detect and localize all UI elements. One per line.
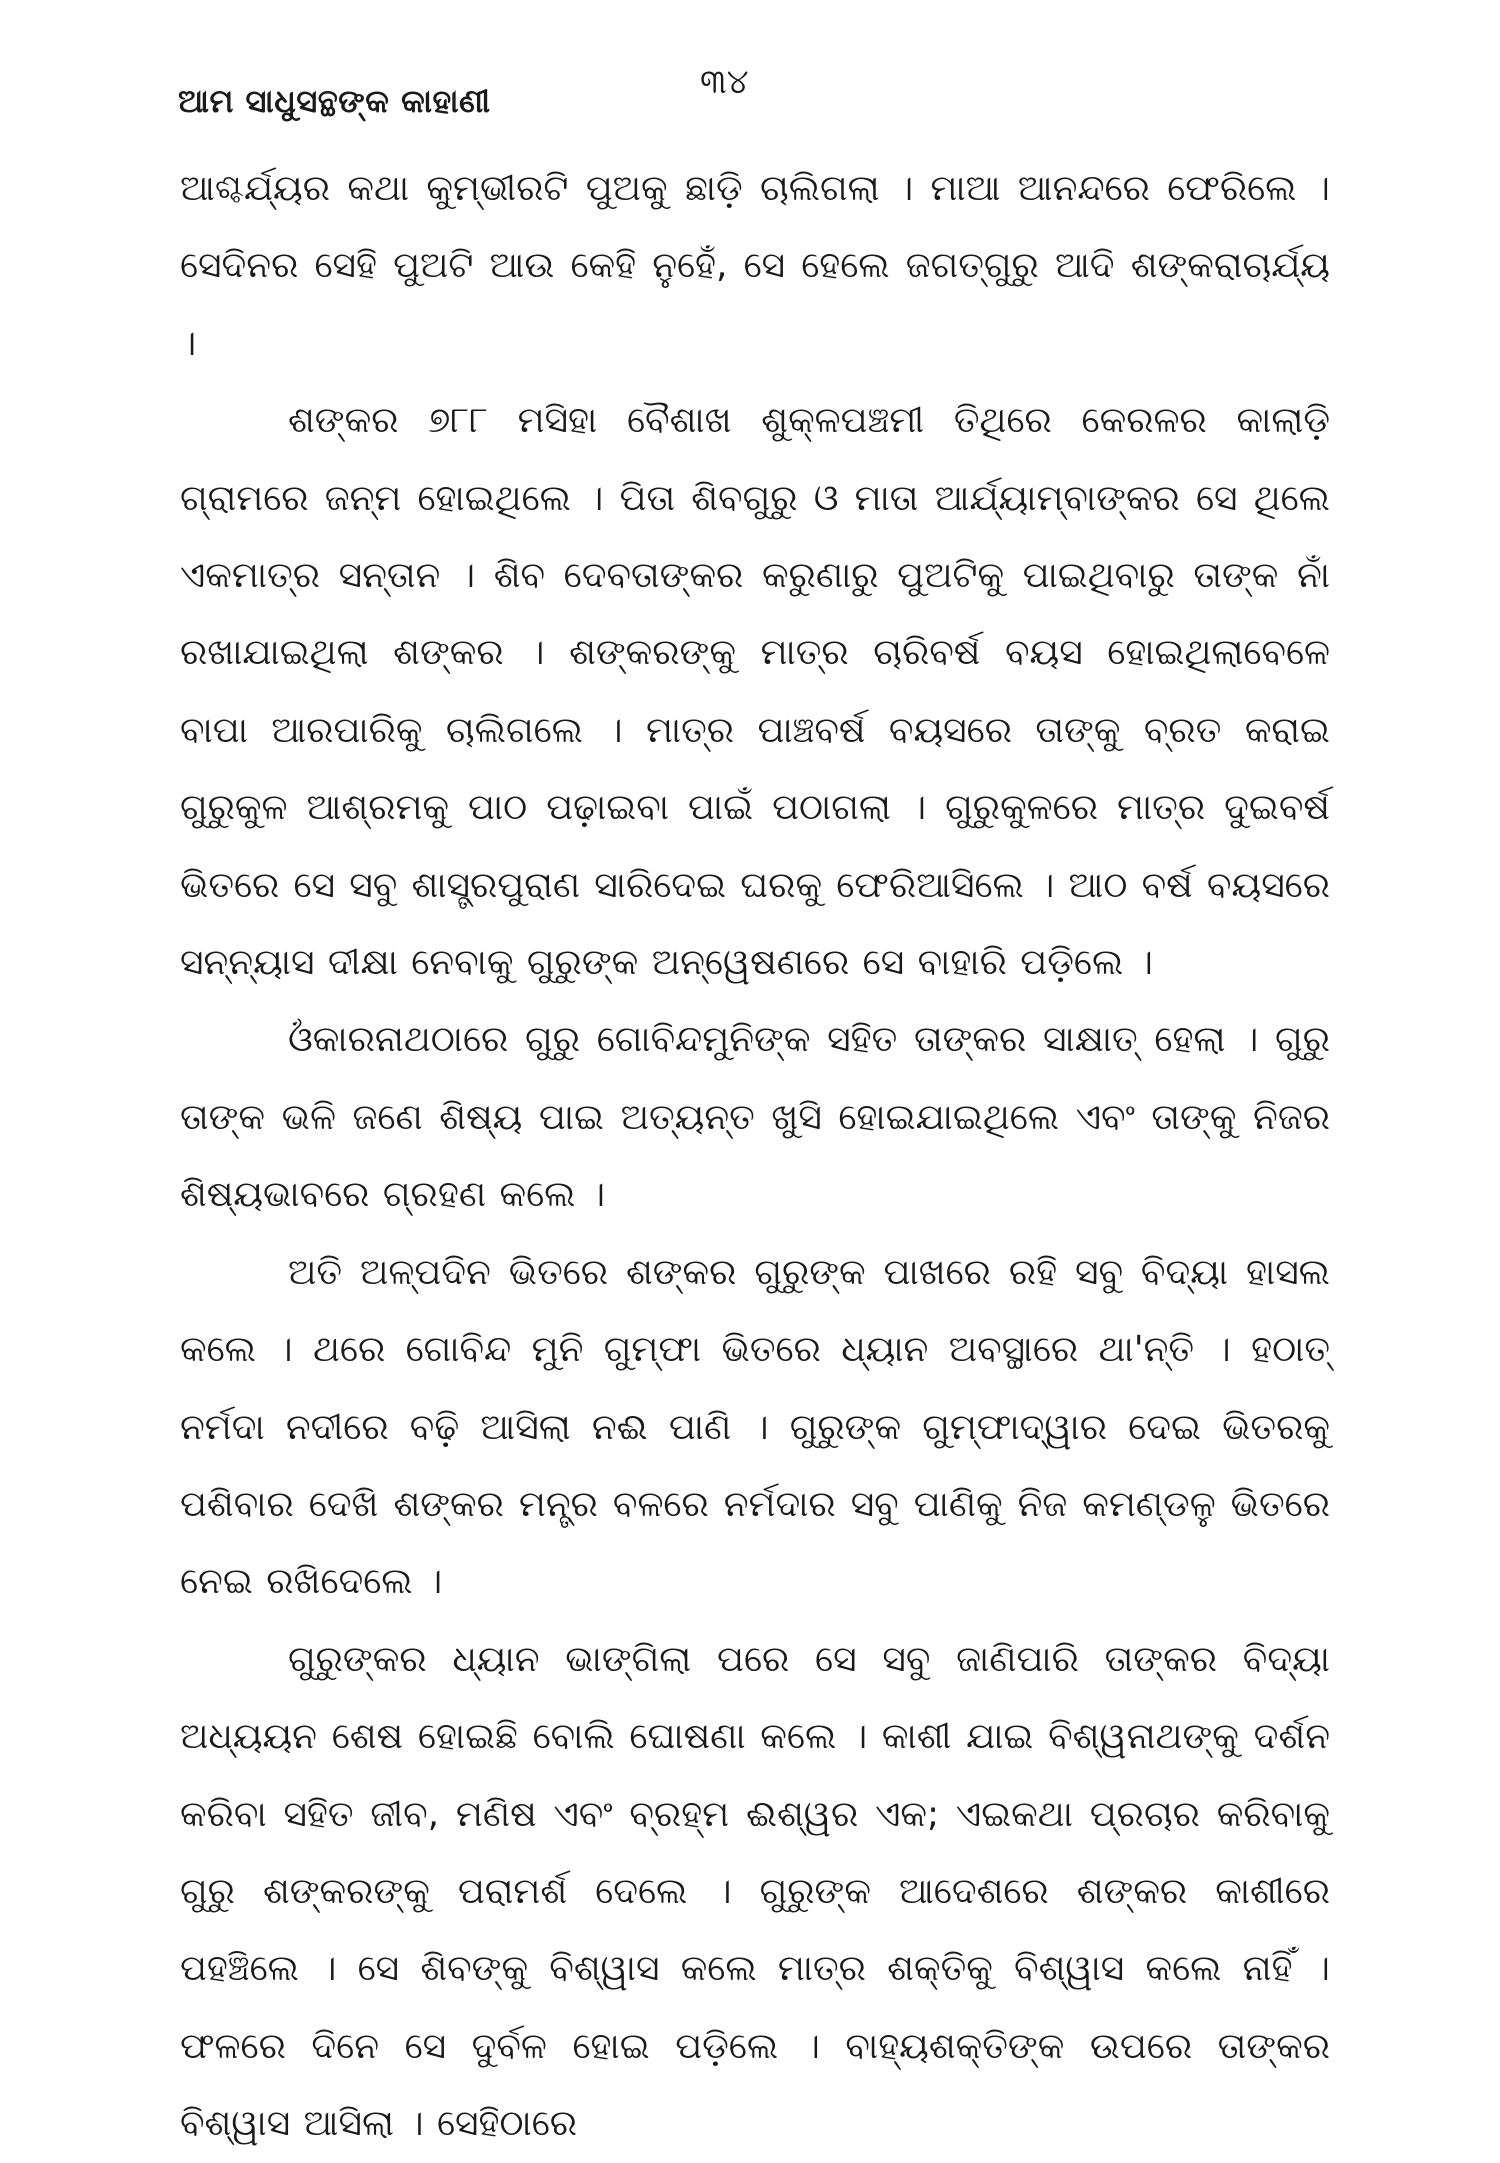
paragraph: ଗୁରୁଙ୍କର ଧ୍ୟାନ ଭାଙ୍ଗିଲା ପରେ ସେ ସବୁ ଜାଣିପାରି ତାଙ୍କର ବିଦ୍ୟା ଅଧ୍ୟୟନ ଶେଷ ହୋଇଛି ବୋଲି ଘୋଷଣା କଲେ । କାଶୀ ଯାଇ ବିଶ୍ୱନାଥଙ୍କୁ ଦର୍ଶନ କରିବା ସହିତ ଜୀବ, ମଣିଷ ଏବଂ ବ୍ରହ୍ମ ଈଶ୍ୱର ଏକ; ଏଇକଥା ପ୍ରଚାର କରିବାକୁ ଗୁରୁ ଶଙ୍କରଙ୍କୁ ପରାମର୍ଶ ଦେଲେ । ଗୁରୁଙ୍କ ଆଦେଶରେ ଶଙ୍କର କାଶୀରେ ପହଞ୍ଚିଲେ । ସେ ଶିବଙ୍କୁ ବିଶ୍ୱାସ କଲେ ମାତ୍ର ଶକ୍ତିକୁ ବିଶ୍ୱାସ କଲେ ନାହିଁ । ଫଳରେ ଦିନେ ସେ ଦୁର୍ବଳ ହୋଇ ପଡ଼ିଲେ । ବାହ୍ୟଶକ୍ତିଙ୍କ ଉପରେ ତାଙ୍କର ବିଶ୍ୱାସ ଆସିଲା । ସେହିଠାରେ xyxy=(180,1638,1330,2145)
page-number: ୩୪ xyxy=(700,62,749,102)
paragraph: ଅତି ଅଳ୍ପଦିନ ଭିତରେ ଶଙ୍କର ଗୁରୁଙ୍କ ପାଖରେ ରହି ସବୁ ବିଦ୍ୟା ହାସଲ କଲେ । ଥରେ ଗୋବିନ୍ଦ ମୁନି ଗୁମ୍ଫା ଭିତରେ ଧ୍ୟାନ ଅବସ୍ଥାରେ ଥା'ନ୍ତି । ହଠାତ୍ ନର୍ମଦା ନଦୀରେ ବଢ଼ି ଆସିଲା ନଈ ପାଣି । ଗୁରୁଙ୍କ ଗୁମ୍ଫାଦ୍ୱାର ଦେଇ ଭିତରକୁ ପଶିବାର ଦେଖି ଶଙ୍କର ମନ୍ତ୍ର ବଳରେ ନର୍ମଦାର ସବୁ ପାଣିକୁ ନିଜ କମଣ୍ଡଳୁ ଭିତରେ ନେଇ ରଖିଦେଲେ । xyxy=(180,1251,1330,1603)
body-text xyxy=(180,150,1330,2163)
paragraph: ଆଶ୍ଚର୍ଯ୍ୟର କଥା କୁମ୍ଭୀରଟି ପୁଅକୁ ଛାଡ଼ି ଚାଲିଗଲା । ମାଆ ଆନନ୍ଦରେ ଫେରିଲେ । ସେଦିନର ସେହି ପୁଅଟି ଆଉ କେହି ନୁହେଁ, ସେ ହେଲେ ଜଗତ୍‌ଗୁରୁ ଆଦି ଶଙ୍କରାଚାର୍ଯ୍ୟ । xyxy=(180,168,1330,364)
paragraph: ଶଙ୍କର ୭୮୮ ମସିହା ବୈଶାଖ ଶୁକ୍ଳପଞ୍ଚମୀ ତିଥିରେ କେରଳର କାଲାଡ଼ି ଗ୍ରାମରେ ଜନ୍ମ ହୋଇଥିଲେ । ପିତା ଶିବଗୁରୁ ଓ ମାତା ଆର୍ଯ୍ୟାମ୍ବାଙ୍କର ସେ ଥିଲେ ଏକମାତ୍ର ସନ୍ତାନ । ଶିବ ଦେବତାଙ୍କର କରୁଣାରୁ ପୁଅଟିକୁ ପାଇଥିବାରୁ ତାଙ୍କ ନାଁ ରଖାଯାଇଥିଲା ଶଙ୍କର । ଶଙ୍କରଙ୍କୁ ମାତ୍ର ଚାରିବର୍ଷ ବୟସ ହୋଇଥିଲାବେଳେ ବାପା ଆରପାରିକୁ ଚାଲିଗଲେ । ମାତ୍ର ପାଞ୍ଚବର୍ଷ ବୟସରେ ତାଙ୍କୁ ବ୍ରତ କରାଇ ଗୁରୁକୁଳ ଆଶ୍ରମକୁ ପାଠ ପଢ଼ାଇବା ପାଇଁ ପଠାଗଲା । ଗୁରୁକୁଳରେ ମାତ୍ର ଦୁଇବର୍ଷ ଭିତରେ ସେ ସବୁ ଶାସ୍ତ୍ରପୁରାଣ ସାରିଦେଇ ଘରକୁ ଫେରିଆସିଲେ । ଆଠ ବର୍ଷ ବୟସରେ ସନ୍ନ୍ୟାସ ଦୀକ୍ଷା ନେବାକୁ ଗୁରୁଙ୍କ ଅନ୍ୱେଷଣରେ ସେ ବାହାରି ପଡ଼ିଲେ । xyxy=(180,400,1330,984)
paragraph: ଓଁକାରନାଥଠାରେ ଗୁରୁ ଗୋବିନ୍ଦମୁନିଙ୍କ ସହିତ ତାଙ୍କର ସାକ୍ଷାତ୍ ହେଲା । ଗୁରୁ ତାଙ୍କ ଭଳି ଜଣେ ଶିଷ୍ୟ ପାଇ ଅତ୍ୟନ୍ତ ଖୁସି ହୋଇଯାଇଥିଲେ ଏବଂ ତାଙ୍କୁ ନିଜର ଶିଷ୍ୟଭାବରେ ଗ୍ରହଣ କଲେ । xyxy=(180,1019,1330,1216)
running-header-title: ଆମ ସାଧୁସନ୍ଥଙ୍କ କାହାଣୀ xyxy=(178,82,491,120)
